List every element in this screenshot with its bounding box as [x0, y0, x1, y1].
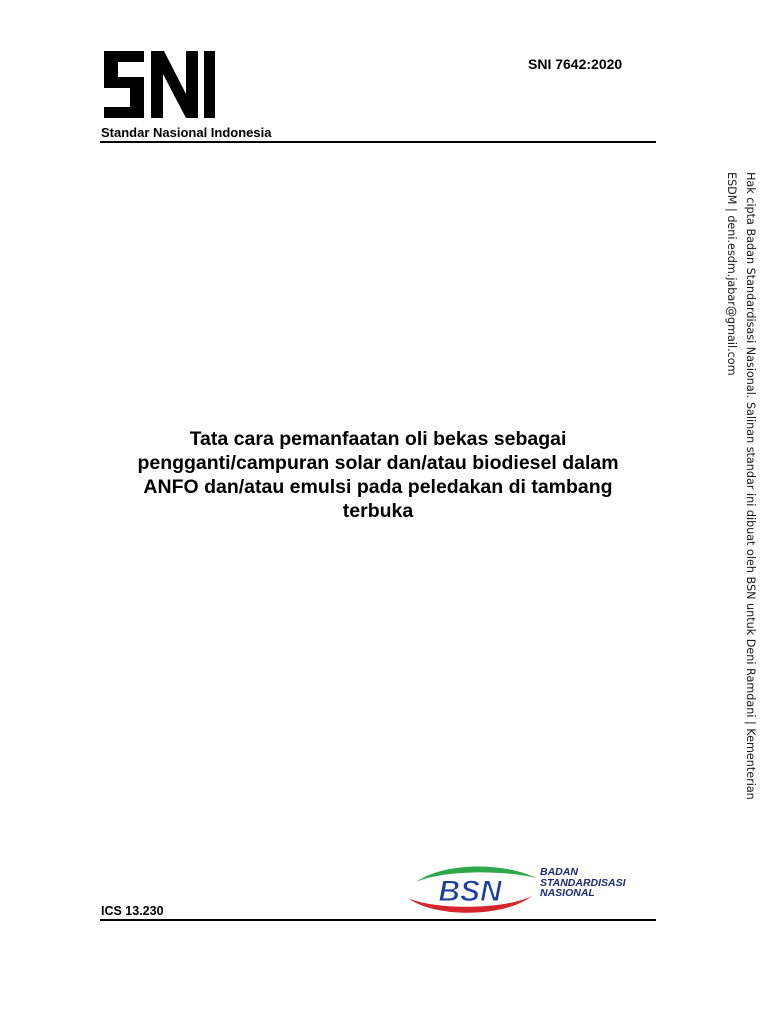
bsn-name-line: NASIONAL: [540, 887, 595, 899]
title-line: ANFO dan/atau emulsi pada peledakan di tambang: [143, 476, 613, 498]
bsn-name-line: STANDARDISASI: [540, 876, 626, 889]
copyright-line: Hak cipta Badan Standardisasi Nasional. Salinan standar ini dibuat oleh BSN untuk Deni Ramdani | Kementerian: [744, 172, 757, 800]
title-line: terbuka: [342, 500, 414, 522]
bsn-organization-name: [540, 867, 626, 899]
org-name: Standar Nasional Indonesia: [101, 125, 272, 140]
document-number: SNI 7642:2020: [528, 56, 623, 72]
title-line: Tata cara pemanfaatan oli bekas sebagai: [189, 428, 567, 450]
copyright-line: ESDM | deni.esdm.jabar@gmail.com: [725, 172, 738, 376]
svg-text:BSN: BSN: [438, 875, 502, 908]
document-title: [100, 427, 656, 523]
header-divider: [100, 141, 656, 143]
footer-divider: [100, 919, 656, 921]
bsn-name-line: BADAN: [540, 866, 578, 878]
sni-logo: [100, 46, 216, 120]
bsn-logo: [404, 864, 540, 916]
ics-code: ICS 13.230: [101, 904, 164, 918]
title-line: pengganti/campuran solar dan/atau biodiesel dalam: [137, 452, 619, 474]
copyright-watermark: [718, 172, 760, 850]
